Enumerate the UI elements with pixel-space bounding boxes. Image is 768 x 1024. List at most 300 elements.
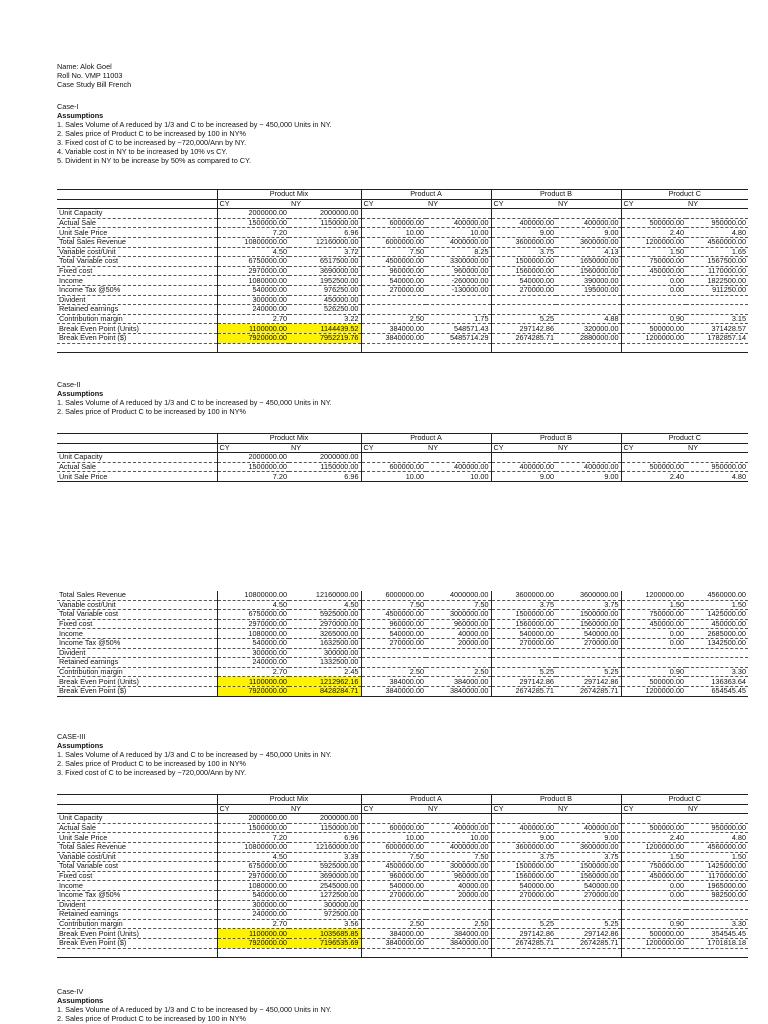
value-cell: 950000.00 [686,462,748,472]
value-cell: 7952219.76 [289,333,361,343]
value-cell [426,295,491,305]
value-cell: 300000.00 [217,295,289,305]
value-cell: 300000.00 [217,648,289,658]
empty-cell [556,948,621,958]
row-label: Retained earnings [57,658,217,668]
value-cell: 450000.00 [621,619,686,629]
value-cell [491,910,556,920]
value-cell [686,658,748,668]
value-cell: 270000.00 [361,890,426,900]
empty-cell [361,948,426,958]
value-cell [426,658,491,668]
value-cell [361,814,426,824]
value-cell: 2.40 [621,833,686,843]
value-cell: 2674285.71 [556,686,621,696]
value-cell: 3.72 [289,247,361,257]
value-cell [491,658,556,668]
header-year-row [57,443,748,453]
value-cell: 2970000.00 [289,619,361,629]
value-cell: 1.50 [686,600,748,610]
value-cell: 4.50 [217,247,289,257]
value-cell: 1500000.00 [217,462,289,472]
value-cell: 0.00 [621,629,686,639]
value-cell: 2674285.71 [491,333,556,343]
value-cell: 500000.00 [621,462,686,472]
row-label: Divident [57,648,217,658]
case2-table-bottom [57,591,748,697]
value-cell [491,648,556,658]
value-cell: 6000000.00 [361,842,426,852]
blank-row [57,948,748,958]
value-cell [686,900,748,910]
value-cell [491,900,556,910]
table-row [57,462,748,472]
value-cell: 4.50 [217,852,289,862]
case4-assumptions-label: Assumptions [57,996,104,1005]
value-cell: 600000.00 [361,218,426,228]
value-cell [556,209,621,219]
value-cell: 0.90 [621,919,686,929]
table-row [57,295,748,305]
case1-assumption-3: 3. Fixed cost of C to be increased by ~720,000/Ann by NY. [57,138,247,147]
table-row [57,472,748,482]
cy-header-cell: CY [361,443,426,453]
row-label: Unit Sale Price [57,228,217,238]
value-cell: 384000.00 [361,324,426,334]
cy-header-cell: CY [621,199,686,209]
table-row [57,862,748,872]
value-cell: 2970000.00 [217,266,289,276]
row-label: Contribution margin [57,314,217,324]
case3-title: CASE-III [57,732,86,741]
value-cell: 6.96 [289,833,361,843]
table-row [57,610,748,620]
value-cell: 2000000.00 [289,814,361,824]
value-cell: 297142.86 [491,324,556,334]
ny-header-cell: NY [686,443,748,453]
value-cell: 1.50 [686,852,748,862]
value-cell: 4.13 [556,247,621,257]
value-cell: 6.96 [289,472,361,482]
value-cell: 12160000.00 [289,591,361,600]
case3-table [57,794,748,958]
header-empty-cell [57,804,217,814]
value-cell: 270000.00 [491,890,556,900]
row-label: Actual Sale [57,218,217,228]
empty-cell [289,948,361,958]
value-cell [361,658,426,668]
empty-cell [621,343,686,353]
value-cell [686,910,748,920]
value-cell: 20000.00 [426,890,491,900]
table-row [57,910,748,920]
value-cell: 1701818.18 [686,938,748,948]
value-cell: 750000.00 [621,257,686,267]
value-cell: 400000.00 [491,462,556,472]
value-cell: 4560000.00 [686,591,748,600]
case4-assumption-1: 1. Sales Volume of A reduced by 1/3 and C to be increased by ~ 450,000 Units in NY. [57,1005,332,1014]
value-cell: 6.96 [289,228,361,238]
group-header-cell: Product B [491,795,621,805]
value-cell: 400000.00 [556,218,621,228]
value-cell [491,295,556,305]
row-label: Unit Sale Price [57,472,217,482]
value-cell: 4560000.00 [686,237,748,247]
value-cell: 4000000.00 [426,591,491,600]
value-cell: 390000.00 [556,276,621,286]
value-cell: 5925000.00 [289,610,361,620]
value-cell [686,648,748,658]
value-cell: 750000.00 [621,610,686,620]
value-cell: 6517500.00 [289,257,361,267]
value-cell: 7920000.00 [217,938,289,948]
value-cell: 297142.86 [491,677,556,687]
value-cell: 9.00 [491,833,556,843]
value-cell: 1100000.00 [217,677,289,687]
value-cell: 1272500.00 [289,890,361,900]
value-cell: 3.75 [491,247,556,257]
value-cell: 3600000.00 [556,842,621,852]
row-label: Retained earnings [57,910,217,920]
value-cell: 2674285.71 [491,938,556,948]
value-cell: 270000.00 [361,638,426,648]
table-row [57,658,748,668]
row-label: Fixed cost [57,619,217,629]
value-cell: 3.39 [289,852,361,862]
value-cell: 9.00 [491,472,556,482]
value-cell: 1500000.00 [217,218,289,228]
cy-header-cell: CY [491,443,556,453]
value-cell: 2.70 [217,314,289,324]
value-cell: 7.50 [361,852,426,862]
value-cell: 6750000.00 [217,862,289,872]
ny-header-cell: NY [289,443,361,453]
value-cell [426,910,491,920]
value-cell: 297142.86 [556,929,621,939]
value-cell: 7.20 [217,833,289,843]
value-cell: 10.00 [426,833,491,843]
value-cell: 40000.00 [426,629,491,639]
value-cell: 2.40 [621,228,686,238]
value-cell: 2545000.00 [289,881,361,891]
value-cell: 4.80 [686,472,748,482]
row-label: Retained earnings [57,305,217,315]
value-cell: 6000000.00 [361,237,426,247]
value-cell: 3600000.00 [491,842,556,852]
value-cell: 2.50 [426,919,491,929]
row-label: Total Sales Revenue [57,842,217,852]
value-cell: 371428.57 [686,324,748,334]
value-cell: 12160000.00 [289,842,361,852]
case4-title: Case-IV [57,987,84,996]
value-cell [426,648,491,658]
value-cell [491,814,556,824]
value-cell: 3600000.00 [491,591,556,600]
value-cell [686,814,748,824]
value-cell [556,648,621,658]
value-cell: 3.75 [491,600,556,610]
value-cell: 7.20 [217,472,289,482]
table-row [57,218,748,228]
row-label: Total Variable cost [57,862,217,872]
value-cell: 10.00 [426,472,491,482]
value-cell: 3840000.00 [361,938,426,948]
value-cell: 1200000.00 [621,591,686,600]
case-study-title: Case Study Bill French [57,80,132,89]
case2-table-top [57,433,748,482]
value-cell: 5.25 [556,919,621,929]
table-row [57,629,748,639]
value-cell: 4000000.00 [426,842,491,852]
value-cell: 1500000.00 [217,823,289,833]
empty-cell [289,343,361,353]
ny-header-cell: NY [556,199,621,209]
value-cell [361,910,426,920]
value-cell: 1080000.00 [217,881,289,891]
value-cell: 1632500.00 [289,638,361,648]
cy-header-cell: CY [491,804,556,814]
value-cell: 1560000.00 [556,266,621,276]
case2-assumptions-label: Assumptions [57,389,104,398]
value-cell: 0.00 [621,881,686,891]
case1-assumption-4: 4. Variable cost in NY to be increased by 10% vs CY. [57,147,228,156]
value-cell [621,209,686,219]
value-cell: 1650000.00 [556,257,621,267]
cy-header-cell: CY [361,804,426,814]
ny-header-cell: NY [686,804,748,814]
value-cell: 400000.00 [426,823,491,833]
value-cell: 7.50 [361,600,426,610]
table-row [57,929,748,939]
cy-header-cell: CY [217,199,289,209]
value-cell: 2000000.00 [289,209,361,219]
table-row [57,881,748,891]
value-cell: 4500000.00 [361,862,426,872]
value-cell: 7.50 [426,600,491,610]
value-cell [491,305,556,315]
value-cell [621,814,686,824]
value-cell: 960000.00 [426,619,491,629]
value-cell [361,648,426,658]
value-cell: 1500000.00 [556,862,621,872]
value-cell: 2.50 [361,314,426,324]
row-label: Variable cost/Unit [57,247,217,257]
cy-header-cell: CY [491,199,556,209]
value-cell: 540000.00 [361,629,426,639]
value-cell: 540000.00 [491,629,556,639]
value-cell: 3.56 [289,919,361,929]
row-label: Income [57,629,217,639]
value-cell: 6750000.00 [217,610,289,620]
table-row [57,667,748,677]
value-cell: 950000.00 [686,218,748,228]
row-label: Income [57,881,217,891]
empty-cell [621,948,686,958]
value-cell: 1425000.00 [686,862,748,872]
value-cell [426,900,491,910]
group-header-cell: Product C [621,434,748,444]
value-cell [361,295,426,305]
value-cell: 982500.00 [686,890,748,900]
header-empty-cell [57,443,217,453]
cy-header-cell: CY [361,199,426,209]
value-cell: 20000.00 [426,638,491,648]
value-cell: 1822500.00 [686,276,748,286]
row-label: Unit Capacity [57,209,217,219]
value-cell: 1342500.00 [686,638,748,648]
row-label: Unit Capacity [57,453,217,463]
value-cell: 2000000.00 [217,453,289,463]
value-cell: 526250.00 [289,305,361,315]
value-cell: 1100000.00 [217,324,289,334]
value-cell: 960000.00 [426,871,491,881]
blank-row [57,343,748,353]
value-cell: 4.88 [556,314,621,324]
row-label: Fixed cost [57,871,217,881]
row-label: Contribution margin [57,919,217,929]
value-cell: 540000.00 [556,881,621,891]
value-cell: 7920000.00 [217,686,289,696]
value-cell: 10.00 [361,833,426,843]
row-label: Divident [57,900,217,910]
case3-assumption-1: 1. Sales Volume of A reduced by 1/3 and C to be increased by ~ 450,000 Units in NY. [57,750,332,759]
value-cell: 540000.00 [491,276,556,286]
value-cell: 500000.00 [621,324,686,334]
value-cell: 40000.00 [426,881,491,891]
table-row [57,900,748,910]
value-cell: -130000.00 [426,285,491,295]
row-label: Total Sales Revenue [57,237,217,247]
value-cell: 1500000.00 [491,862,556,872]
table-row [57,453,748,463]
value-cell: 1500000.00 [491,610,556,620]
value-cell: 3600000.00 [556,591,621,600]
group-header-cell: Product Mix [217,434,361,444]
empty-cell [57,948,217,958]
value-cell: 3840000.00 [361,686,426,696]
table-row [57,638,748,648]
value-cell: 4.80 [686,228,748,238]
value-cell: 0.00 [621,638,686,648]
case2-title: Case-II [57,380,81,389]
row-label: Income Tax @50% [57,285,217,295]
value-cell: 1150000.00 [289,462,361,472]
value-cell: 240000.00 [217,658,289,668]
value-cell: 600000.00 [361,462,426,472]
value-cell: 1560000.00 [491,871,556,881]
value-cell [686,453,748,463]
header-year-row [57,804,748,814]
cy-header-cell: CY [621,443,686,453]
value-cell: 540000.00 [361,276,426,286]
value-cell: 450000.00 [621,266,686,276]
table-row [57,314,748,324]
value-cell: 600000.00 [361,823,426,833]
value-cell: 1560000.00 [556,871,621,881]
table-row [57,209,748,219]
value-cell: 540000.00 [556,629,621,639]
cy-header-cell: CY [217,804,289,814]
value-cell: 960000.00 [361,266,426,276]
value-cell [621,648,686,658]
value-cell: 1500000.00 [491,257,556,267]
value-cell: 297142.86 [556,677,621,687]
ny-header-cell: NY [556,804,621,814]
value-cell: 136363.64 [686,677,748,687]
value-cell: 12160000.00 [289,237,361,247]
value-cell [426,209,491,219]
table-row [57,871,748,881]
value-cell: 3840000.00 [426,938,491,948]
header-empty-cell [57,434,217,444]
value-cell: 3300000.00 [426,257,491,267]
value-cell: 450000.00 [621,871,686,881]
value-cell: 2.70 [217,919,289,929]
row-label: Variable cost/Unit [57,600,217,610]
value-cell: 0.00 [621,890,686,900]
value-cell: 1965000.00 [686,881,748,891]
table-row [57,324,748,334]
empty-cell [426,948,491,958]
cy-header-cell: CY [621,804,686,814]
value-cell: 10800000.00 [217,237,289,247]
value-cell: 3840000.00 [426,686,491,696]
row-label: Break Even Point ($) [57,938,217,948]
value-cell: 1.65 [686,247,748,257]
value-cell: 297142.86 [491,929,556,939]
value-cell [361,209,426,219]
group-header-cell: Product C [621,795,748,805]
empty-cell [491,343,556,353]
value-cell: 8428284.71 [289,686,361,696]
case3-assumption-2: 2. Sales price of Product C to be increased by 100 in NY% [57,759,247,768]
table-row [57,257,748,267]
case1-assumption-2: 2. Sales price of Product C to be increased by 100 in NY% [57,129,247,138]
value-cell: 1560000.00 [491,619,556,629]
value-cell [556,814,621,824]
value-cell: 2674285.71 [556,938,621,948]
row-label: Actual Sale [57,823,217,833]
value-cell [556,453,621,463]
ny-header-cell: NY [426,199,491,209]
empty-cell [491,948,556,958]
value-cell: 540000.00 [217,890,289,900]
header-empty-cell [57,199,217,209]
value-cell: 240000.00 [217,910,289,920]
value-cell: 976250.00 [289,285,361,295]
value-cell: 6000000.00 [361,591,426,600]
value-cell [556,658,621,668]
value-cell: 2.50 [361,667,426,677]
value-cell: 5.25 [491,667,556,677]
value-cell: 4500000.00 [361,610,426,620]
value-cell: 3.75 [491,852,556,862]
value-cell: 3.30 [686,919,748,929]
value-cell: 3265000.00 [289,629,361,639]
value-cell: 3840000.00 [361,333,426,343]
case1-title: Case-I [57,102,79,111]
value-cell: 1332500.00 [289,658,361,668]
value-cell: 6750000.00 [217,257,289,267]
value-cell [361,900,426,910]
value-cell: 750000.00 [621,862,686,872]
value-cell: 5.25 [491,919,556,929]
group-header-cell: Product B [491,190,621,200]
empty-cell [217,948,289,958]
value-cell: 540000.00 [217,285,289,295]
value-cell: 500000.00 [621,823,686,833]
row-label: Total Sales Revenue [57,591,217,600]
